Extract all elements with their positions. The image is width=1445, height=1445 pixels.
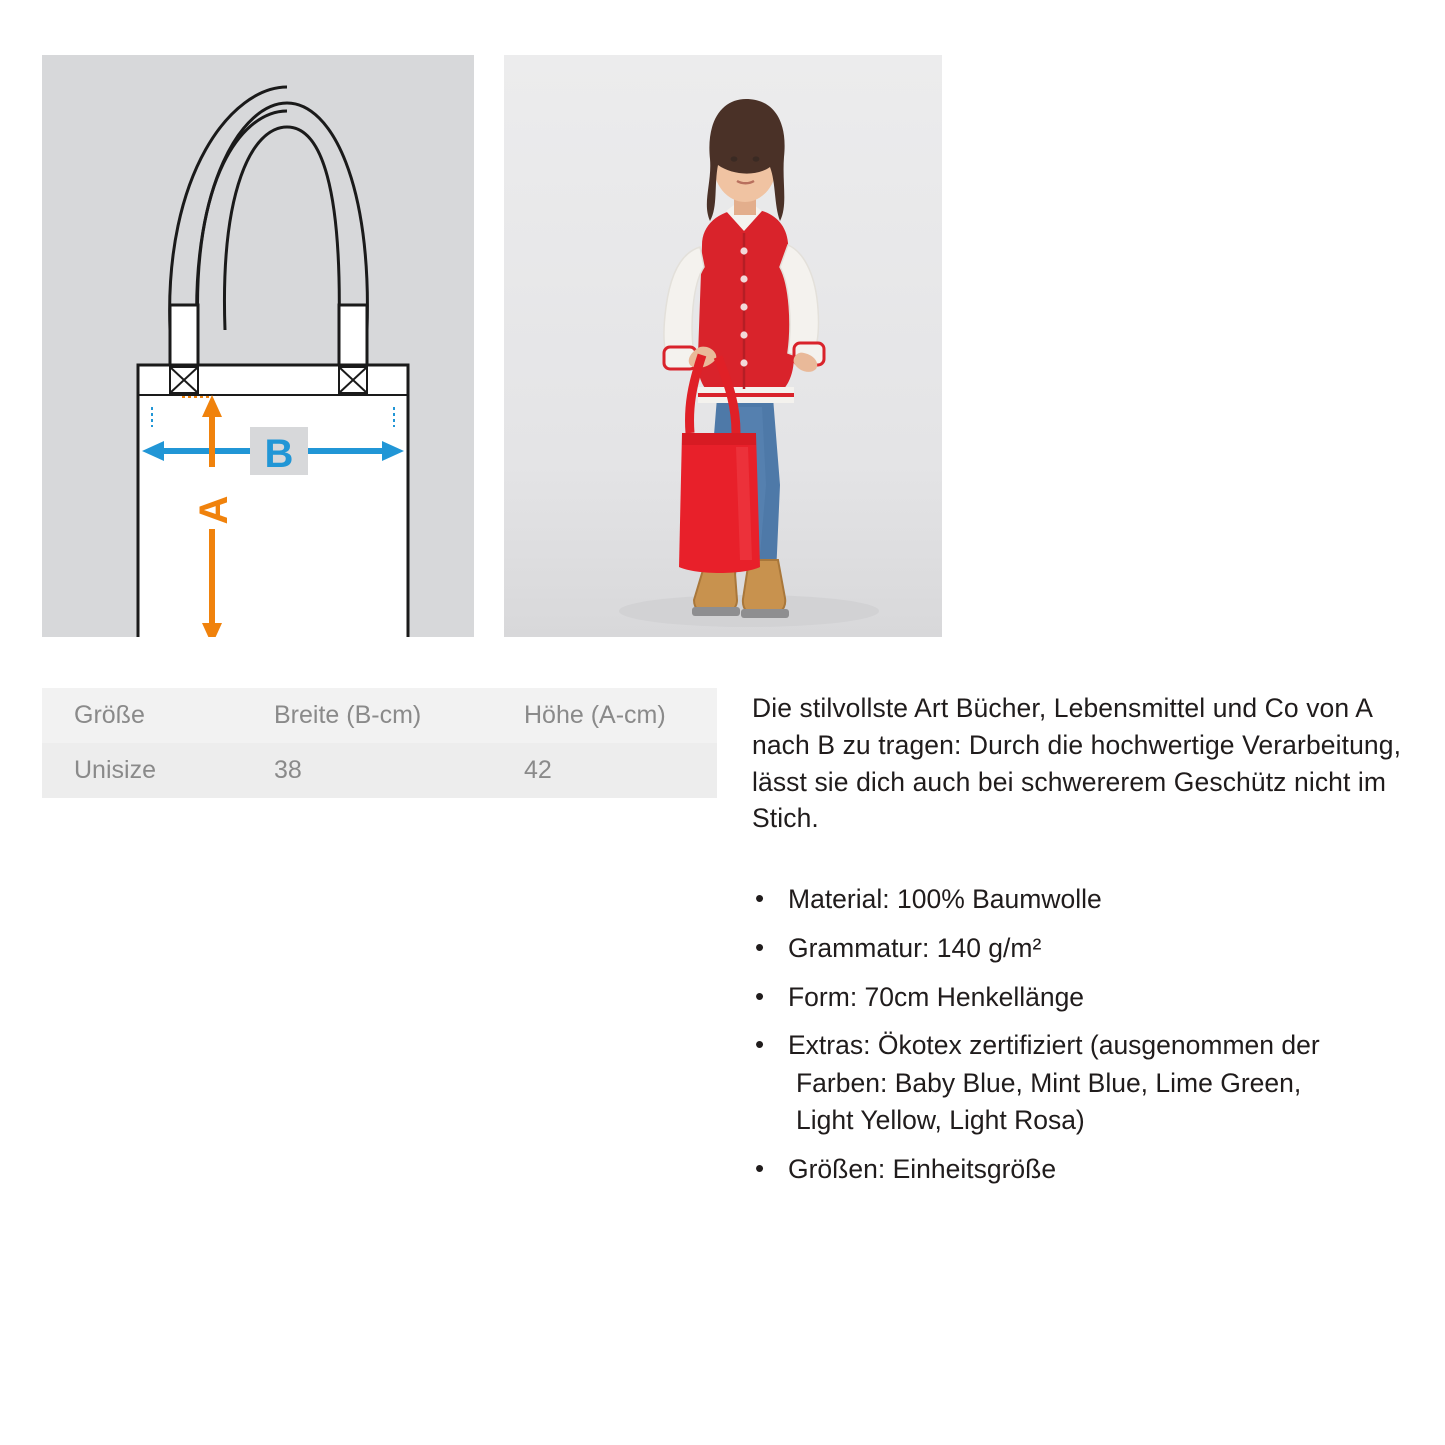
size-table-head: [42, 688, 717, 743]
bullet-icon: •: [755, 1153, 765, 1184]
height-label: A: [192, 495, 236, 525]
cell-size: Unisize: [74, 756, 156, 784]
table-header-row: [42, 688, 717, 743]
product-images-row: [42, 55, 942, 637]
list-item: [752, 881, 1402, 919]
product-description: [752, 690, 1402, 1200]
spec-sizes: Größen: Einheitsgröße: [788, 1154, 1057, 1185]
list-item: [752, 1151, 1402, 1189]
spec-material: Material: 100% Baumwolle: [788, 884, 1102, 915]
cell-height: 42: [524, 756, 552, 784]
spec-grammatur: Grammatur: 140 g/m²: [788, 932, 1042, 963]
size-table-body: [42, 743, 717, 798]
bullet-icon: •: [755, 931, 765, 962]
spec-form: Form: 70cm Henkellänge: [788, 981, 1085, 1012]
model-photo: [504, 55, 942, 637]
spec-extras-line2: Farben: Baby Blue, Mint Blue, Lime Green,: [796, 1067, 1302, 1098]
list-item: [752, 1027, 1402, 1140]
description-paragraph: Die stilvollste Art Bücher, Lebensmittel und Co von A nach B zu tragen: Durch die hochwertige Verarbeitung, lässt sie dich auch bei schwererem Geschütz nicht im Stich.: [752, 693, 1402, 834]
spec-extras: Extras: Ökotex zertifiziert (ausgenommen der: [788, 1030, 1320, 1061]
list-item: [752, 979, 1402, 1017]
tote-bag-outline-icon: [42, 55, 474, 637]
model-with-tote-bag-illustration: [504, 55, 942, 637]
width-label: B: [264, 432, 294, 476]
spec-list: [752, 881, 1402, 1188]
cell-width: 38: [274, 756, 302, 784]
spec-extras-line3: Light Yellow, Light Rosa): [796, 1105, 1085, 1136]
list-item: [752, 930, 1402, 968]
bullet-icon: •: [755, 883, 765, 914]
bullet-icon: •: [755, 980, 765, 1011]
size-table: [42, 688, 717, 798]
table-row: [42, 743, 717, 798]
bullet-icon: •: [755, 1029, 765, 1060]
size-diagram-panel: [42, 55, 474, 637]
table-header-height: Höhe (A-cm): [524, 701, 666, 729]
table-header-width: Breite (B-cm): [274, 701, 422, 729]
table-header-size: Größe: [74, 701, 145, 729]
